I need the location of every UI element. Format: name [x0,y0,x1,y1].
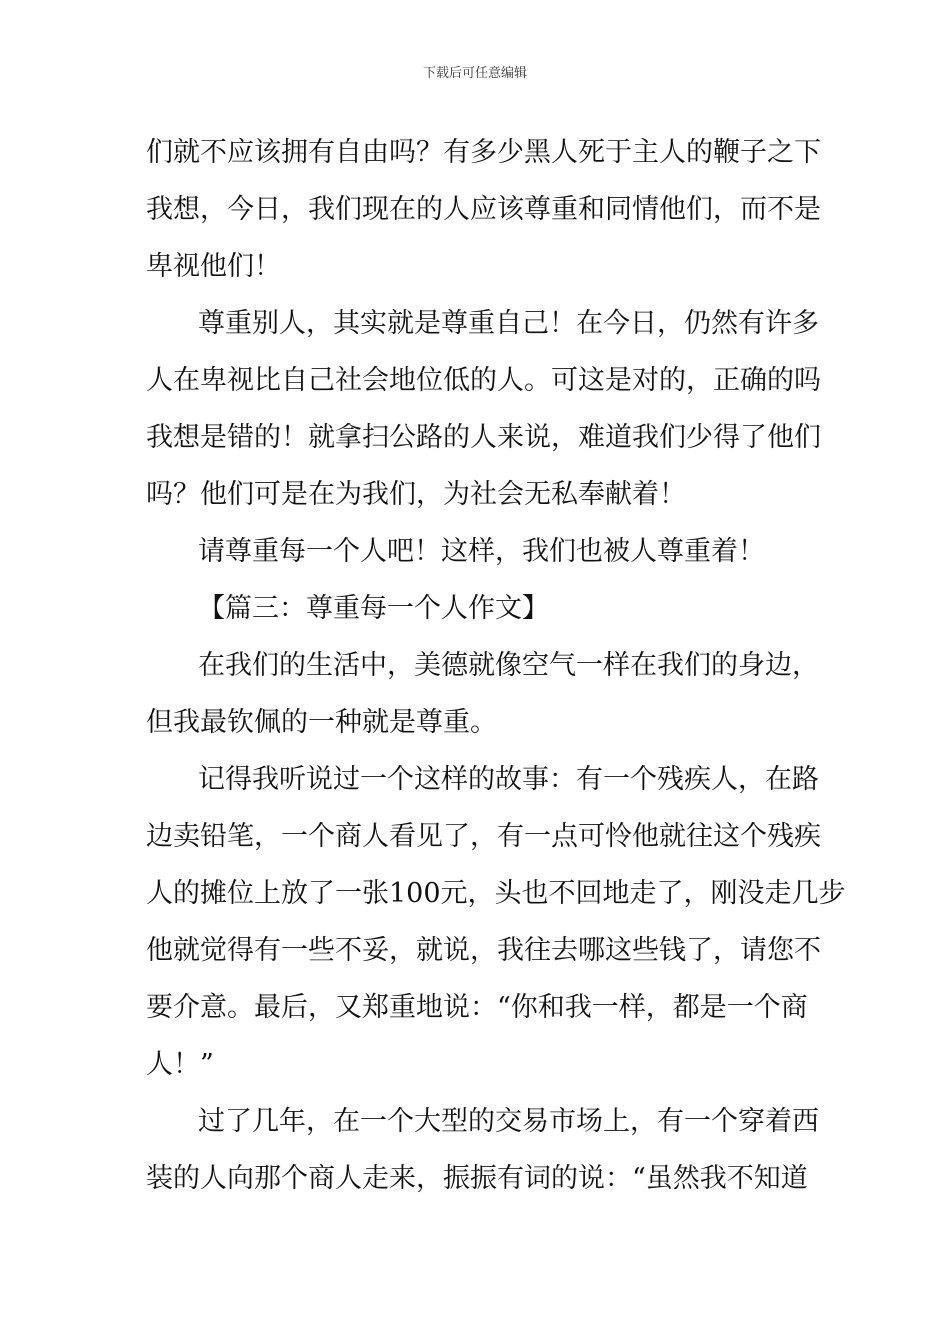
text-line: 边卖铅笔，一个商人看见了，有一点可怜他就往这个残疾 [146,821,821,852]
text-line: 在我们的生活中，美德就像空气一样在我们的身边， [198,650,819,681]
text-line: 人！” [146,1049,214,1080]
text-line: 我想，今日，我们现在的人应该尊重和同情他们，而不是 [146,194,821,225]
document-body [146,124,846,1207]
text-line: 们就不应该拥有自由吗？有多少黑人死于主人的鞭子之下 [146,137,821,168]
page-header-note: 下载后可任意编辑 [422,66,527,81]
text-line: 要介意。最后，又郑重地说：“你和我一样，都是一个商 [146,992,808,1023]
text-line: 【篇三：尊重每一个人作文】 [198,593,549,624]
text-line: 他就觉得有一些不妥，就说，我往去哪这些钱了，请您不 [146,935,821,966]
text-line: 吗？他们可是在为我们，为社会无私奉献着！ [146,479,686,510]
text-line: 尊重别人，其实就是尊重自己！在今日，仍然有许多 [198,308,819,339]
text-line: 卑视他们！ [146,251,281,282]
text-line: 人的摊位上放了一张100元，头也不回地走了，刚没走几步 [146,878,846,909]
text-line: 记得我听说过一个这样的故事：有一个残疾人，在路 [198,764,819,795]
text-line: 但我最钦佩的一种就是尊重。 [146,707,497,738]
text-line: 装的人向那个商人走来，振振有词的说：“虽然我不知道 [146,1163,808,1194]
text-line: 请尊重每一个人吧！这样，我们也被人尊重着！ [198,536,765,567]
text-line: 过了几年，在一个大型的交易市场上，有一个穿着西 [198,1106,819,1137]
text-line: 人在卑视比自己社会地位低的人。可这是对的，正确的吗 [146,365,821,396]
text-line: 我想是错的！就拿扫公路的人来说，难道我们少得了他们 [146,422,821,453]
